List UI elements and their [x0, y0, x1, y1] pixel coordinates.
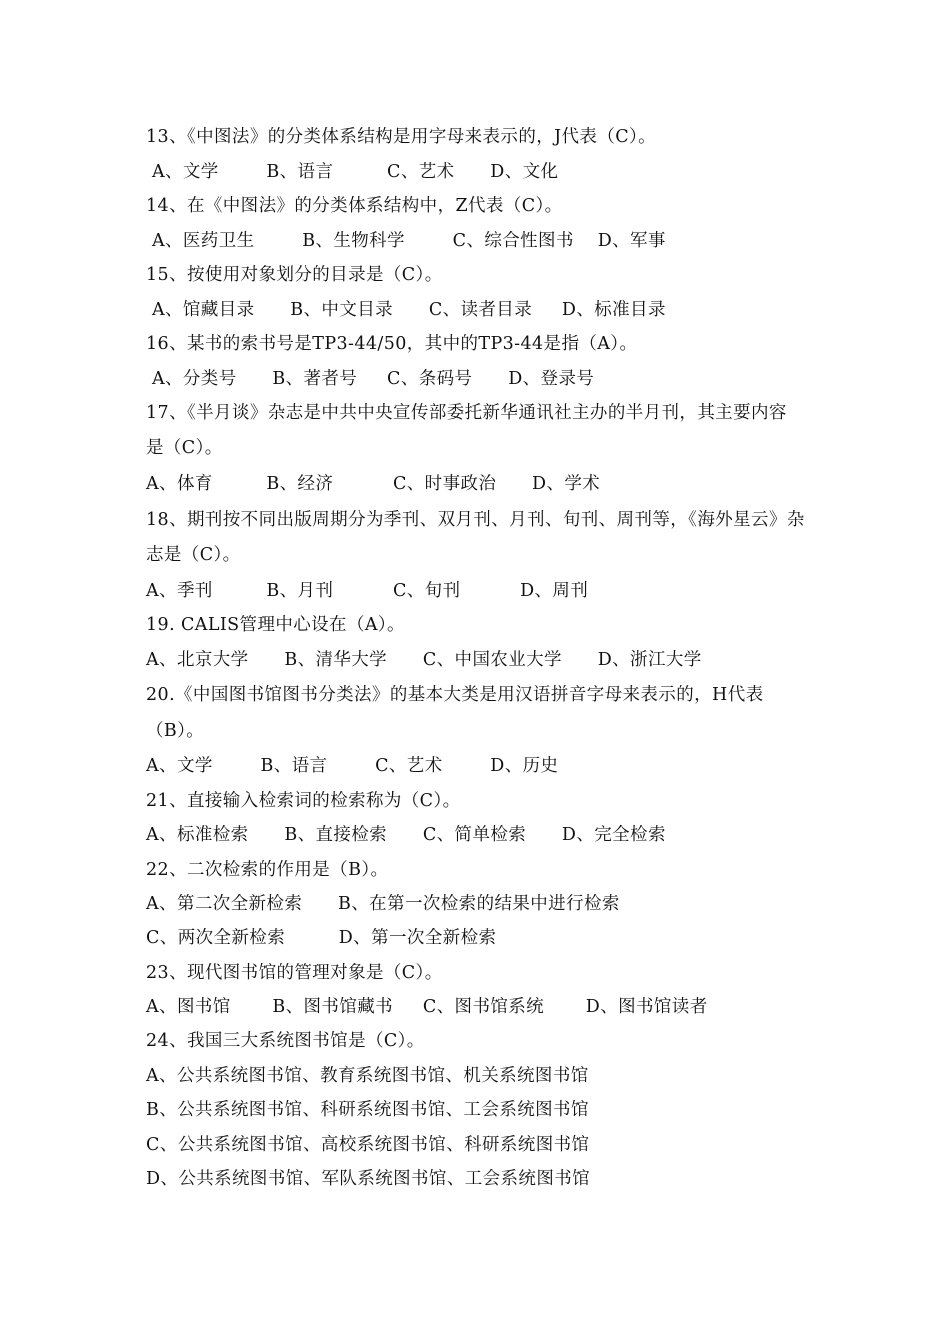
question-22: 22、二次检索的作用是（B）。 — [146, 860, 389, 880]
question-14: 14、在《中图法》的分类体系结构中，Z代表（C）。 — [146, 196, 563, 216]
question-22-options-2: C、两次全新检索 D、第一次全新检索 — [146, 928, 497, 948]
question-15-options: A、馆藏目录 B、中文目录 C、读者目录 D、标准目录 — [146, 300, 666, 320]
question-16: 16、某书的索书号是TP3-44/50，其中的TP3-44是指（A）。 — [146, 334, 638, 354]
question-22-options-1: A、第二次全新检索 B、在第一次检索的结果中进行检索 — [146, 894, 620, 914]
question-20-options: A、文学 B、语言 C、艺术 D、历史 — [146, 756, 559, 776]
question-24: 24、我国三大系统图书馆是（C）。 — [146, 1031, 425, 1051]
question-19-options: A、北京大学 B、清华大学 C、中国农业大学 D、浙江大学 — [146, 650, 702, 670]
question-18-cont: 志是（C）。 — [146, 545, 241, 565]
question-17-options: A、体育 B、经济 C、时事政治 D、学术 — [146, 474, 601, 494]
question-20: 20.《中国图书馆图书分类法》的基本大类是用汉语拼音字母来表示的，H代表 — [146, 685, 764, 705]
question-18: 18、期刊按不同出版周期分为季刊、双月刊、月刊、旬刊、周刊等，《海外星云》杂 — [146, 510, 805, 530]
question-23: 23、现代图书馆的管理对象是（C）。 — [146, 963, 443, 983]
question-21: 21、直接输入检索词的检索称为（C）。 — [146, 791, 461, 811]
question-16-options: A、分类号 B、著者号 C、条码号 D、登录号 — [146, 369, 595, 389]
question-15: 15、按使用对象划分的目录是（C）。 — [146, 265, 443, 285]
question-14-options: A、医药卫生 B、生物科学 C、综合性图书 D、军事 — [146, 231, 666, 251]
question-24-option-b: B、公共系统图书馆、科研系统图书馆、工会系统图书馆 — [146, 1100, 589, 1120]
question-18-options: A、季刊 B、月刊 C、旬刊 D、周刊 — [146, 581, 589, 601]
question-24-option-a: A、公共系统图书馆、教育系统图书馆、机关系统图书馆 — [146, 1066, 589, 1086]
question-13-options: A、文学 B、语言 C、艺术 D、文化 — [146, 162, 559, 182]
question-17: 17、《半月谈》杂志是中共中央宣传部委托新华通讯社主办的半月刊，其主要内容 — [146, 403, 787, 423]
question-13: 13、《中图法》的分类体系结构是用字母来表示的，J代表（C）。 — [146, 127, 657, 147]
question-17-cont: 是（C）。 — [146, 438, 223, 458]
question-24-option-d: D、公共系统图书馆、军队系统图书馆、工会系统图书馆 — [146, 1169, 591, 1189]
question-20-cont: （B）。 — [146, 721, 205, 741]
question-19: 19. CALIS管理中心设在（A）。 — [146, 615, 405, 635]
question-24-option-c: C、公共系统图书馆、高校系统图书馆、科研系统图书馆 — [146, 1135, 590, 1155]
question-21-options: A、标准检索 B、直接检索 C、简单检索 D、完全检索 — [146, 825, 666, 845]
question-23-options: A、图书馆 B、图书馆藏书 C、图书馆系统 D、图书馆读者 — [146, 997, 708, 1017]
